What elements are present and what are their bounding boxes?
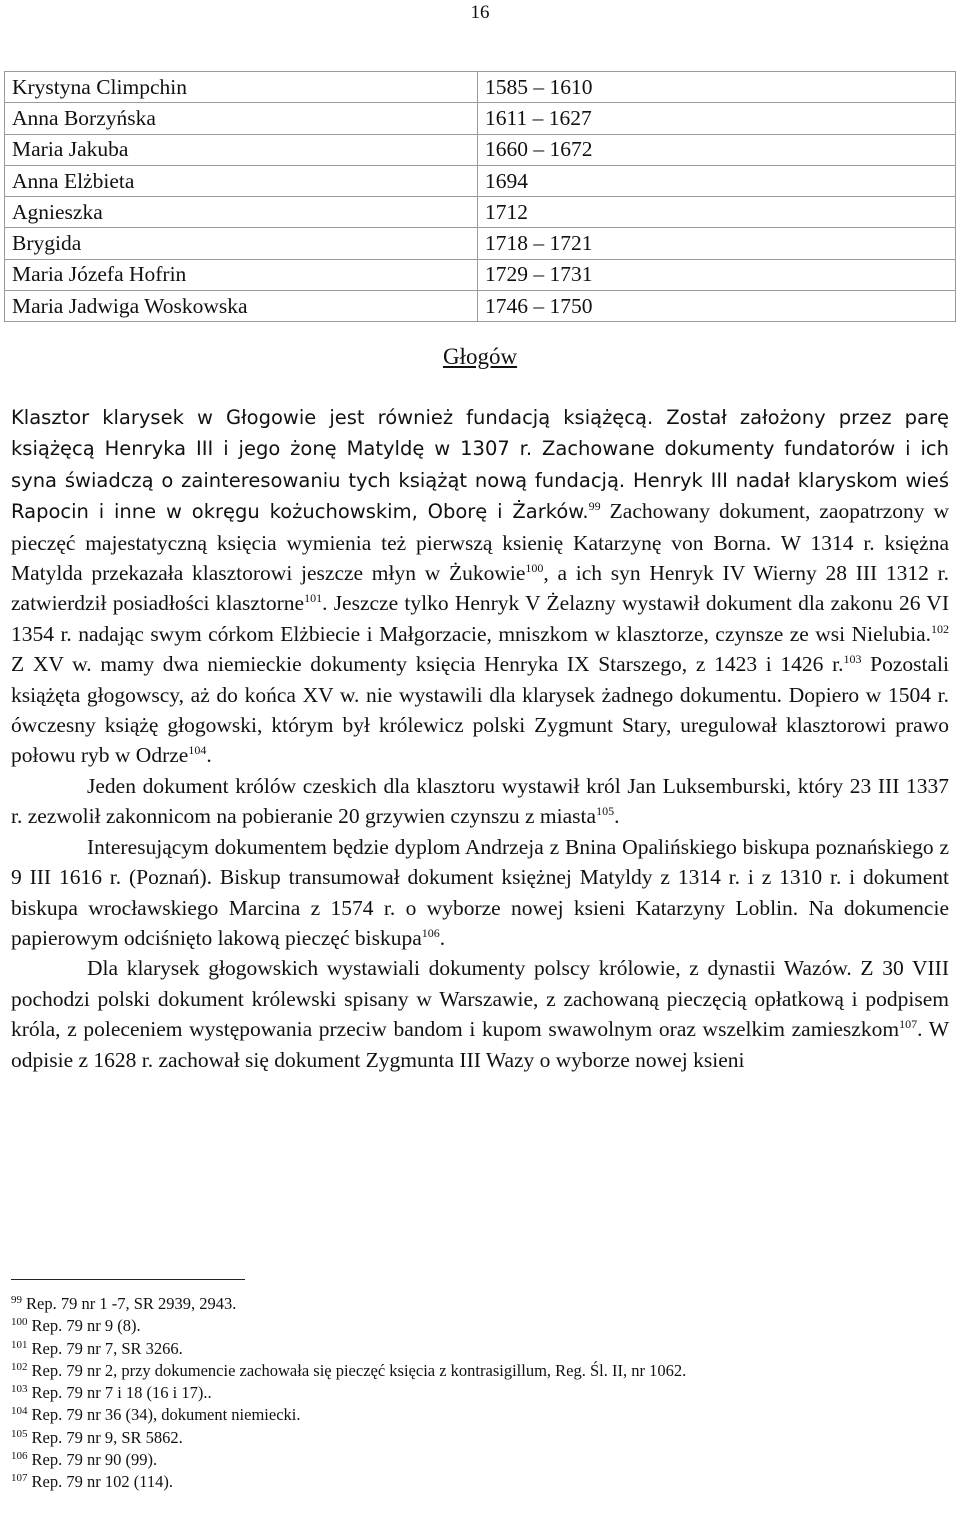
footnote-number: 103 [11,1383,28,1396]
abbess-name: Anna Borzyńska [5,103,478,134]
abbess-name: Agnieszka [5,197,478,228]
abbess-table [4,71,956,322]
footnote-ref[interactable]: 102 [931,621,949,636]
footnote-text: Rep. 79 nr 2, przy dokumencie zachowała się pieczęć księcia z kontrasigillum, Reg. Śl. II, nr 1062. [31,1360,687,1380]
footnote-text: Rep. 79 nr 7, SR 3266. [31,1338,183,1358]
footnote-number: 105 [11,1427,28,1440]
abbess-years: 1712 [478,197,956,228]
footnote-text: Rep. 79 nr 1 -7, SR 2939, 2943. [26,1294,237,1313]
footnote [11,1338,951,1360]
paragraph-text: . Jeszcze tylko Henryk V Żelazny wystawił dokument dla zakonu 26 VI 1354 r. nadając swym córkom Elżbiecie i Małgorzacie, mniszkom w klasztorze, czynsze ze wsi Nielubia. [11,591,949,646]
paragraph-text: , a ich syn Henryk IV Wierny 28 III 1312 r. zatwierdził posiadłości klasztorne [11,561,949,616]
footnote [11,1382,951,1404]
footnote [11,1315,951,1337]
table-row [5,197,956,228]
paragraph-text: Z XV w. mamy dwa niemieckie dokumenty księcia Henryka IX Starszego, z 1423 i 1426 r. [11,652,844,677]
abbess-name: Anna Elżbieta [5,165,478,196]
footnote-ref[interactable]: 107 [899,1017,918,1032]
table-row [5,72,956,103]
abbess-name: Krystyna Climpchin [5,72,478,103]
abbess-years: 1585 – 1610 [478,72,956,103]
footnote-number: 106 [11,1450,28,1463]
footnotes [11,1293,951,1494]
footnote [11,1360,951,1382]
paragraph-text: Zachowany dokument, zaopatrzony w pieczęć majestatyczną księcia wymienia też pierwszą ksienię Katarzynę von Borna. W 1314 r. księżna Matylda przekazała klasztorowi jeszcze młyn w Żukowie [11,499,949,586]
abbess-name: Maria Jadwiga Woskowska [5,291,478,322]
footnote [11,1404,951,1426]
footnote-text: Rep. 79 nr 102 (114). [31,1472,173,1492]
footnote-ref[interactable]: 105 [596,804,615,819]
paragraph [11,402,949,771]
page-number: 16 [470,2,490,23]
footnote-ref[interactable]: 104 [188,743,207,758]
footnote-ref[interactable]: 99 [588,499,601,514]
footnote-text: Rep. 79 nr 9, SR 5862. [31,1427,183,1447]
footnote-ref[interactable]: 101 [304,591,323,606]
footnote [11,1293,951,1315]
footnote [11,1471,951,1493]
section-heading: Głogów [442,344,518,369]
footnote [11,1427,951,1449]
table-row [5,103,956,134]
table-row [5,291,956,322]
footnote-number: 101 [11,1338,28,1351]
table-row [5,228,956,259]
footnote [11,1449,951,1471]
abbess-name: Maria Józefa Hofrin [5,259,478,290]
footnote-ref[interactable]: 100 [525,561,544,576]
paragraph-text: . [439,925,446,950]
paragraph-text: . [206,743,212,768]
footnote-text: Rep. 79 nr 9 (8). [31,1316,141,1336]
paragraph [11,832,949,954]
footnote-text: Rep. 79 nr 7 i 18 (16 i 17).. [31,1383,212,1403]
paragraph-text: Klasztor klarysek w Głogowie jest również fundacją książęcą. Został założony przez parę książęcą Henryka III i jego żonę Matyldę w 1307 r. Zachowane dokumenty fundatorów i ich syna świadczą o zainteresowaniu tych książąt nową fundacją. Henryk III nadał klaryskom wieś Rapocin i inne w okręgu kożuchowskim, Oborę i Żarków. [11,406,949,524]
table-row [5,165,956,196]
body-text [11,402,949,1075]
footnote-text: Rep. 79 nr 36 (34), dokument niemiecki. [31,1405,301,1425]
footnote-number: 104 [11,1405,28,1418]
paragraph-text: Pozostali książęta głogowscy, aż do końca XV w. nie wystawili dla klarysek żadnego dokumentu. Dopiero w 1504 r. ówczesny książę głogowski, którym był królewicz polski Zygmunt Stary, uregulował klasztorowi prawo połowu ryb w Odrze [11,652,949,768]
abbess-name: Maria Jakuba [5,134,478,165]
paragraph-text: . W odpisie z 1628 r. zachował się dokument Zygmunta III Wazy o wyborze nowej ksieni [11,1017,949,1072]
abbess-years: 1694 [478,165,956,196]
abbess-years: 1718 – 1721 [478,228,956,259]
paragraph [11,953,949,1075]
abbess-years: 1660 – 1672 [478,134,956,165]
paragraph-text: Jeden dokument królów czeskich dla klasztoru wystawił król Jan Luksemburski, który 23 III 1337 r. zezwolił zakonnicom na pobieranie 20 grzywien czynszu z miasta [11,773,949,829]
footnote-ref[interactable]: 106 [421,925,440,940]
footnote-ref[interactable]: 103 [843,652,862,667]
paragraph-text: Interesującym dokumentem będzie dyplom Andrzeja z Bnina Opalińskiego biskupa poznańskiego z 9 III 1616 r. (Poznań). Biskup transumował dokument księżnej Matyldy z 1314 r. i z 1310 r. i dokument biskupa wrocławskiego Marcina z 1574 r. o wyborze nowej ksieni Katarzyny Loblin. Na dokumencie papierowym odciśnięto lakową pieczęć biskupa [11,834,949,950]
footnote-number: 99 [11,1294,22,1306]
paragraph [11,771,949,832]
table-row [5,259,956,290]
abbess-years: 1729 – 1731 [478,259,956,290]
abbess-name: Brygida [5,228,478,259]
paragraph-text: . [614,804,620,829]
table-row [5,134,956,165]
abbess-years: 1611 – 1627 [478,103,956,134]
footnote-number: 107 [11,1472,28,1485]
paragraph-text: Dla klarysek głogowskich wystawiali dokumenty polscy królowie, z dynastii Wazów. Z 30 VIII pochodzi polski dokument królewski spisany w Warszawie, z zachowaną pieczęcią opłatkową i podpisem króla, z poleceniem występowania przeciw bandom i kupom swawolnym oraz wszelkim zamieszkom [11,956,949,1042]
abbess-years: 1746 – 1750 [478,291,956,322]
footnote-separator [11,1279,245,1280]
footnote-text: Rep. 79 nr 90 (99). [31,1450,158,1470]
footnote-number: 100 [11,1316,28,1329]
footnote-number: 102 [11,1360,28,1373]
